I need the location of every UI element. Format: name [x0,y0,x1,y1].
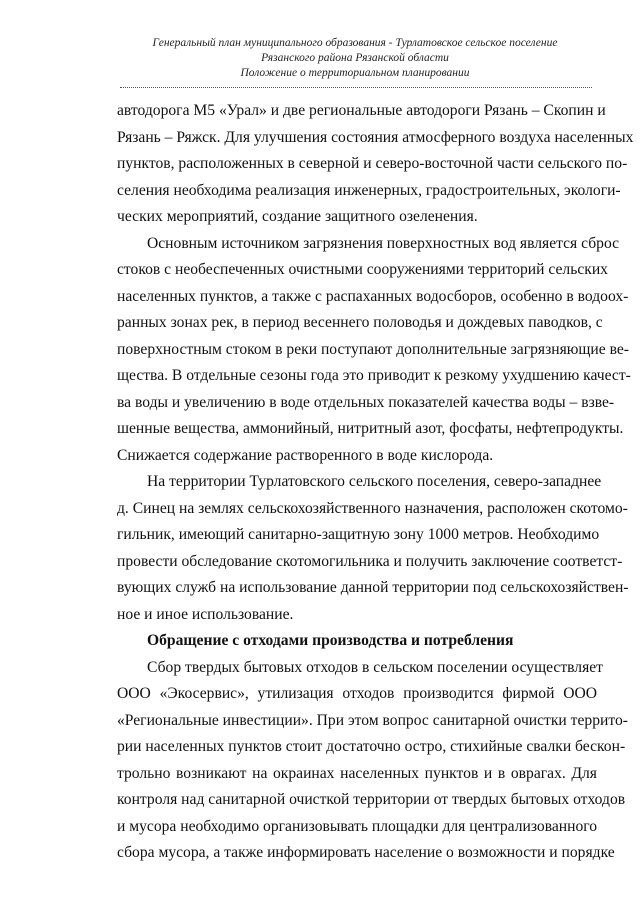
header-divider [120,87,592,88]
paragraph-1-line-2: Рязань – Ряжск. Для улучшения состояния атмосферного воздуха населенных [117,128,634,146]
paragraph-3-line-3: гильник, имеющий санитарно-защитную зону 1000 метров. Необходимо [117,526,600,543]
paragraph-1-line-5: ческих мероприятий, создание защитного озеленения. [117,208,478,225]
paragraph-4-line-7: и мусора необходимо организовывать площадки для централизованного [117,817,598,835]
header-line-2: Рязанского района Рязанской области [261,52,449,64]
paragraph-4-line-3: «Региональные инвестиции». При этом вопрос санитарной очистки террито- [117,711,628,729]
paragraph-1-line-1: автодорога М5 «Урал» и две региональные автодороги Рязань – Скопин и [117,102,606,119]
paragraph-4-line-1: Сбор твердых бытовых отходов в сельском поселении осуществляет [147,658,603,676]
paragraph-2-line-3: населенных пунктов, а также с распаханных водосборов, особенно в водоох- [117,287,629,305]
paragraph-2-line-1: Основным источником загрязнения поверхностных вод является сброс [147,234,620,252]
paragraph-3-line-6: ное и иное использование. [117,605,294,623]
paragraph-4-line-4: рии населенных пунктов стоит достаточно остро, стихийные свалки бескон- [117,738,626,755]
page-header [120,36,590,81]
document-body [117,98,634,867]
paragraph-4-line-6: контроля над санитарной очисткой территории от твердых бытовых отходов [117,791,626,808]
paragraph-2-line-2: стоков с необеспеченных очистными сооружениями территорий сельских [117,261,608,278]
paragraph-3-line-5: вующих служб на использование данной территории под сельскохозяйствен- [117,579,629,596]
paragraph-3-line-2: д. Синец на землях сельскохозяйственного назначения, расположен скотомо- [117,499,628,517]
header-line-3: Положение о территориальном планировании [240,67,470,79]
section-heading: Обращение с отходами производства и потребления [147,632,514,649]
paragraph-2-line-4: ранных зонах рек, в период весеннего половодья и дождевых паводков, с [117,314,603,331]
paragraph-1-line-3: пунктов, расположенных в северной и северо-восточной части сельского по- [117,155,628,172]
paragraph-3-line-4: провести обследование скотомогильника и получить заключение соответст- [117,552,623,570]
paragraph-4-line-8: сбора мусора, а также информировать население о возможности и порядке [117,844,615,861]
paragraph-4-line-5: трольно возникают на окраинах населенных пунктов и в оврагах. Для [117,764,597,782]
paragraph-2-line-5: поверхностным стоком в реки поступают дополнительные загрязняющие ве- [117,340,629,358]
paragraph-2-line-8: шенные вещества, аммонийный, нитритный азот, фосфаты, нефтепродукты. [117,420,624,437]
paragraph-2-line-9: Снижается содержание растворенного в воде кислорода. [117,446,494,464]
paragraph-4-line-2: ООО «Экосервис», утилизация отходов производится фирмой ООО [117,685,597,702]
header-line-1: Генеральный план муниципального образования - Турлатовское сельское поселение [152,37,558,49]
paragraph-1-line-4: селения необходима реализация инженерных, градостроительных, экологи- [117,181,621,199]
paragraph-2-line-7: ва воды и увеличению в воде отдельных показателей качества воды – взве- [117,393,615,411]
paragraph-3-line-1: На территории Турлатовского сельского поселения, северо-западнее [147,473,602,490]
paragraph-2-line-6: щества. В отдельные сезоны года это приводит к резкому ухудшению качест- [117,367,631,384]
